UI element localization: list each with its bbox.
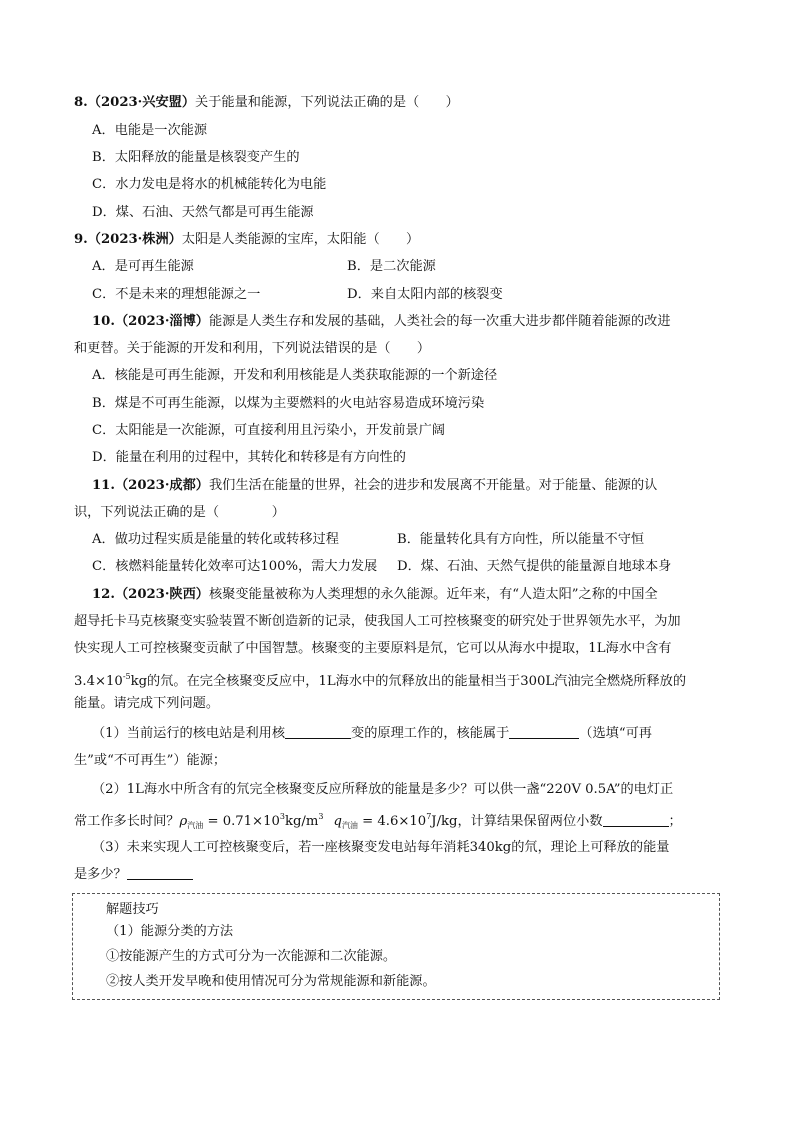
question-12-paragraph <box>74 667 724 692</box>
heat-value-unit: J/kg，计算结果保留两位小数 <box>431 814 603 829</box>
q10-option-b[interactable]: B．煤是不可再生能源，以煤为主要燃料的火电站容易造成环境污染 <box>92 396 485 411</box>
paragraph-text: kg的氘。在完全核聚变反应中，1L海水中的氘释放出的能量相当于300L汽油完全燃烧所释放的 <box>130 674 687 689</box>
answer-blank[interactable] <box>127 865 193 880</box>
answer-blank[interactable] <box>285 724 351 739</box>
heat-value-subscript: 汽油 <box>341 821 358 830</box>
density-value: = 0.71×10 <box>203 814 280 829</box>
density-unit: kg/m <box>285 814 319 829</box>
question-10-stem <box>92 312 742 332</box>
question-number: 8. <box>74 95 88 110</box>
q8-option-b[interactable]: B．太阳释放的能量是核裂变产生的 <box>92 150 300 165</box>
question-12-paragraph: 能量。请完成下列问题。 <box>74 696 220 711</box>
question-11-stem-cont: 识，下列说法正确的是（ ） <box>74 505 285 520</box>
question-12-paragraph: 超导托卡马克核聚变实验装置不断创造新的记录，使我国人工可控核聚变的研究处于世界领先水平，为加 <box>74 614 681 629</box>
q11-option-d[interactable]: D．煤、石油、天然气提供的能量源自地球本身 <box>397 559 672 574</box>
subquestion-text: 常工作多长时间？ <box>74 814 180 829</box>
question-number: 11. <box>92 478 115 493</box>
question-10-stem-cont: 和更替。关于能源的开发和利用，下列说法错误的是（ ） <box>74 341 431 356</box>
question-9-stem <box>74 230 724 250</box>
question-number: 9. <box>74 232 88 247</box>
q9-option-d[interactable]: D．来自太阳内部的核裂变 <box>347 287 503 302</box>
question-text: 核聚变能量被称为人类理想的永久能源。近年来，有“人造太阳”之称的中国全 <box>209 587 658 602</box>
mass-coefficient: 3.4×10 <box>74 674 123 689</box>
question-number: 12. <box>92 587 115 602</box>
question-12-paragraph: 快实现人工可控核聚变贡献了中国智慧。核聚变的主要原料是氘，它可以从海水中提取，1L海水中含有 <box>74 641 672 656</box>
tips-line-1: （1）能源分类的方法 <box>106 924 234 939</box>
q9-option-a[interactable]: A．是可再生能源 <box>92 259 194 274</box>
q9-option-c[interactable]: C．不是未来的理想能源之一 <box>92 287 261 302</box>
question-number: 10. <box>92 314 115 329</box>
q11-option-a[interactable]: A．做功过程实质是能量的转化或转移过程 <box>92 532 339 547</box>
density-symbol: ρ <box>179 814 188 829</box>
question-source: （2023·兴安盟） <box>87 95 196 110</box>
tips-title: 解题技巧 <box>106 902 159 917</box>
tips-line-2: ①按能源产生的方式可分为一次能源和二次能源。 <box>106 949 397 964</box>
density-exponent: 3 <box>279 812 285 821</box>
question-source: （2023·淄博） <box>114 314 209 329</box>
q8-option-c[interactable]: C．水力发电是将水的机械能转化为电能 <box>92 177 327 192</box>
q10-option-c[interactable]: C．太阳能是一次能源，可直接利用且污染小，开发前景广阔 <box>92 423 445 438</box>
tips-line-3: ②按人类开发早晚和使用情况可分为常规能源和新能源。 <box>106 974 436 989</box>
question-11-stem <box>92 476 742 496</box>
q10-option-a[interactable]: A．核能是可再生能源，开发和利用核能是人类获取能源的一个新途径 <box>92 368 498 383</box>
q9-option-b[interactable]: B．是二次能源 <box>347 259 436 274</box>
subquestion-text: ； <box>668 814 682 829</box>
answer-blank[interactable] <box>509 724 579 739</box>
question-source: （2023·株洲） <box>87 232 182 247</box>
q11-option-c[interactable]: C．核燃料能量转化效率可达100%，需大力发展 <box>92 559 378 574</box>
answer-blank[interactable] <box>603 812 669 827</box>
heat-value-exponent: 7 <box>426 812 432 821</box>
subquestion-2: （2）1L海水中所含有的氘完全核聚变反应所释放的能量是多少？可以供一盏“220V 0.5A”的电灯正 <box>92 782 674 797</box>
subquestion-text: 变的原理工作的，核能属于 <box>351 726 510 741</box>
question-8-stem <box>74 93 724 113</box>
q10-option-d[interactable]: D．能量在利用的过程中，其转化和转移是有方向性的 <box>92 450 406 465</box>
subquestion-3: （3）未来实现人工可控核聚变后，若一座核聚变发电站每年消耗340kg的氘，理论上可释放的能量 <box>92 840 670 855</box>
question-text: 关于能量和能源，下列说法正确的是（ ） <box>195 95 459 110</box>
subquestion-2-cont <box>74 807 724 836</box>
mass-exponent: -5 <box>122 672 131 681</box>
subquestion-1 <box>92 724 742 744</box>
subquestion-1-cont: 生”或“不可再生”）能源； <box>74 753 227 768</box>
density-unit-exponent: 3 <box>318 812 324 821</box>
question-source: （2023·陕西） <box>114 587 209 602</box>
question-text: 太阳是人类能源的宝库，太阳能（ ） <box>181 232 420 247</box>
heat-value-symbol: q <box>333 814 342 829</box>
question-source: （2023·成都） <box>114 478 209 493</box>
question-text: 能源是人类生存和发展的基础，人类社会的每一次重大进步都伴随着能源的改进 <box>209 314 671 329</box>
heat-value: = 4.6×10 <box>357 814 427 829</box>
q8-option-d[interactable]: D．煤、石油、天然气都是可再生能源 <box>92 205 314 220</box>
subquestion-3-cont <box>74 865 724 885</box>
q11-option-b[interactable]: B．能量转化具有方向性，所以能量不守恒 <box>397 532 645 547</box>
subquestion-text: 是多少？ <box>74 867 127 882</box>
question-text: 我们生活在能量的世界，社会的进步和发展离不开能量。对于能量、能源的认 <box>209 478 658 493</box>
density-subscript: 汽油 <box>187 821 204 830</box>
question-12-stem <box>92 585 742 605</box>
q8-option-a[interactable]: A．电能是一次能源 <box>92 123 208 138</box>
subquestion-text: （选填“可再 <box>579 726 652 741</box>
subquestion-text: （1）当前运行的核电站是利用核 <box>92 726 286 741</box>
